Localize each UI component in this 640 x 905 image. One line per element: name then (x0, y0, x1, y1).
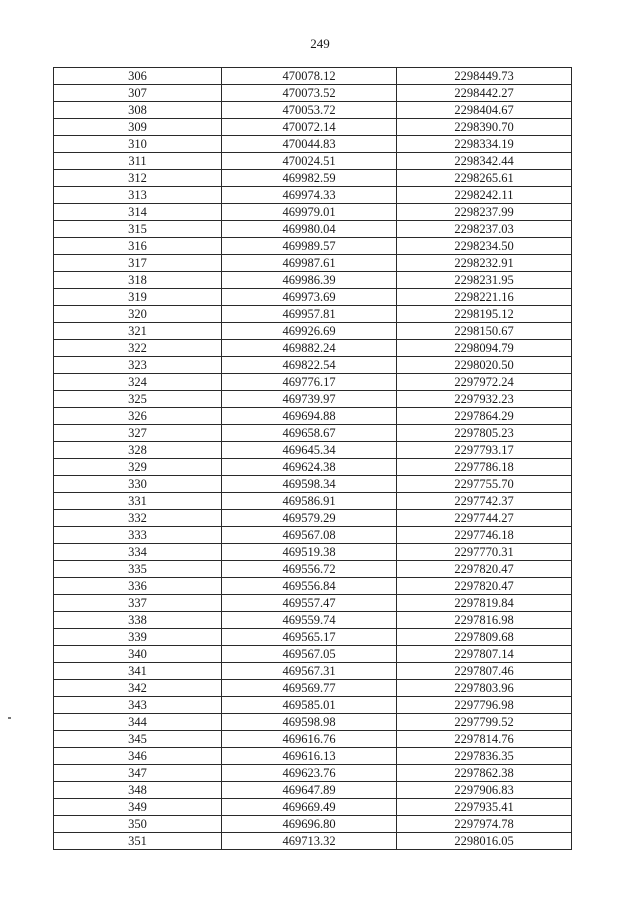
margin-mark (8, 717, 11, 719)
x-coordinate-cell: 470024.51 (222, 153, 397, 170)
x-coordinate-cell: 469669.49 (222, 799, 397, 816)
x-coordinate-cell: 469882.24 (222, 340, 397, 357)
y-coordinate-cell: 2298342.44 (397, 153, 572, 170)
point-number-cell: 349 (54, 799, 222, 816)
point-number-cell: 344 (54, 714, 222, 731)
point-number-cell: 340 (54, 646, 222, 663)
table-row (54, 527, 572, 544)
x-coordinate-cell: 469979.01 (222, 204, 397, 221)
point-number-cell: 334 (54, 544, 222, 561)
y-coordinate-cell: 2297819.84 (397, 595, 572, 612)
x-coordinate-cell: 469739.97 (222, 391, 397, 408)
point-number-cell: 313 (54, 187, 222, 204)
y-coordinate-cell: 2298449.73 (397, 68, 572, 85)
table-row (54, 595, 572, 612)
y-coordinate-cell: 2297807.14 (397, 646, 572, 663)
x-coordinate-cell: 469557.47 (222, 595, 397, 612)
point-number-cell: 312 (54, 170, 222, 187)
table-row (54, 187, 572, 204)
point-number-cell: 321 (54, 323, 222, 340)
table-row (54, 646, 572, 663)
x-coordinate-cell: 469598.98 (222, 714, 397, 731)
point-number-cell: 333 (54, 527, 222, 544)
y-coordinate-cell: 2298404.67 (397, 102, 572, 119)
x-coordinate-cell: 469556.72 (222, 561, 397, 578)
x-coordinate-cell: 469645.34 (222, 442, 397, 459)
table-row (54, 85, 572, 102)
table-row (54, 374, 572, 391)
x-coordinate-cell: 469559.74 (222, 612, 397, 629)
point-number-cell: 307 (54, 85, 222, 102)
y-coordinate-cell: 2298390.70 (397, 119, 572, 136)
table-row (54, 544, 572, 561)
point-number-cell: 335 (54, 561, 222, 578)
table-row (54, 629, 572, 646)
y-coordinate-cell: 2297796.98 (397, 697, 572, 714)
y-coordinate-cell: 2297935.41 (397, 799, 572, 816)
x-coordinate-cell: 469556.84 (222, 578, 397, 595)
x-coordinate-cell: 469696.80 (222, 816, 397, 833)
y-coordinate-cell: 2297864.29 (397, 408, 572, 425)
x-coordinate-cell: 469616.13 (222, 748, 397, 765)
x-coordinate-cell: 469713.32 (222, 833, 397, 850)
x-coordinate-cell: 469567.31 (222, 663, 397, 680)
x-coordinate-cell: 469585.01 (222, 697, 397, 714)
table-row (54, 731, 572, 748)
point-number-cell: 314 (54, 204, 222, 221)
table-row (54, 493, 572, 510)
x-coordinate-cell: 469987.61 (222, 255, 397, 272)
y-coordinate-cell: 2298237.99 (397, 204, 572, 221)
table-row (54, 255, 572, 272)
x-coordinate-cell: 469982.59 (222, 170, 397, 187)
x-coordinate-cell: 469974.33 (222, 187, 397, 204)
table-row (54, 680, 572, 697)
x-coordinate-cell: 469567.05 (222, 646, 397, 663)
y-coordinate-cell: 2298242.11 (397, 187, 572, 204)
y-coordinate-cell: 2298231.95 (397, 272, 572, 289)
point-number-cell: 315 (54, 221, 222, 238)
x-coordinate-cell: 469694.88 (222, 408, 397, 425)
y-coordinate-cell: 2297799.52 (397, 714, 572, 731)
x-coordinate-cell: 469986.39 (222, 272, 397, 289)
table-row (54, 272, 572, 289)
point-number-cell: 310 (54, 136, 222, 153)
y-coordinate-cell: 2298020.50 (397, 357, 572, 374)
point-number-cell: 316 (54, 238, 222, 255)
point-number-cell: 347 (54, 765, 222, 782)
y-coordinate-cell: 2298195.12 (397, 306, 572, 323)
y-coordinate-cell: 2297755.70 (397, 476, 572, 493)
point-number-cell: 346 (54, 748, 222, 765)
x-coordinate-cell: 470078.12 (222, 68, 397, 85)
y-coordinate-cell: 2298221.16 (397, 289, 572, 306)
x-coordinate-cell: 469980.04 (222, 221, 397, 238)
table-row (54, 408, 572, 425)
x-coordinate-cell: 469519.38 (222, 544, 397, 561)
y-coordinate-cell: 2298265.61 (397, 170, 572, 187)
table-row (54, 816, 572, 833)
point-number-cell: 309 (54, 119, 222, 136)
y-coordinate-cell: 2297744.27 (397, 510, 572, 527)
x-coordinate-cell: 469624.38 (222, 459, 397, 476)
y-coordinate-cell: 2298232.91 (397, 255, 572, 272)
y-coordinate-cell: 2298016.05 (397, 833, 572, 850)
y-coordinate-cell: 2298237.03 (397, 221, 572, 238)
table-row (54, 561, 572, 578)
point-number-cell: 338 (54, 612, 222, 629)
table-row (54, 119, 572, 136)
table-row (54, 510, 572, 527)
y-coordinate-cell: 2297793.17 (397, 442, 572, 459)
x-coordinate-cell: 470044.83 (222, 136, 397, 153)
y-coordinate-cell: 2297770.31 (397, 544, 572, 561)
table-row (54, 578, 572, 595)
table-row (54, 323, 572, 340)
point-number-cell: 325 (54, 391, 222, 408)
y-coordinate-cell: 2297932.23 (397, 391, 572, 408)
point-number-cell: 306 (54, 68, 222, 85)
table-row (54, 663, 572, 680)
x-coordinate-cell: 469569.77 (222, 680, 397, 697)
table-row (54, 153, 572, 170)
table-row (54, 136, 572, 153)
point-number-cell: 345 (54, 731, 222, 748)
table-row (54, 425, 572, 442)
point-number-cell: 339 (54, 629, 222, 646)
point-number-cell: 322 (54, 340, 222, 357)
y-coordinate-cell: 2297746.18 (397, 527, 572, 544)
coordinates-table (53, 67, 572, 850)
point-number-cell: 324 (54, 374, 222, 391)
table-row (54, 221, 572, 238)
y-coordinate-cell: 2298094.79 (397, 340, 572, 357)
page-number: 249 (310, 36, 330, 51)
y-coordinate-cell: 2297814.76 (397, 731, 572, 748)
y-coordinate-cell: 2297805.23 (397, 425, 572, 442)
point-number-cell: 323 (54, 357, 222, 374)
y-coordinate-cell: 2297862.38 (397, 765, 572, 782)
x-coordinate-cell: 469586.91 (222, 493, 397, 510)
y-coordinate-cell: 2297820.47 (397, 561, 572, 578)
y-coordinate-cell: 2297809.68 (397, 629, 572, 646)
table-row (54, 238, 572, 255)
table-row (54, 340, 572, 357)
point-number-cell: 348 (54, 782, 222, 799)
y-coordinate-cell: 2298150.67 (397, 323, 572, 340)
table-row (54, 833, 572, 850)
point-number-cell: 331 (54, 493, 222, 510)
table-row (54, 306, 572, 323)
x-coordinate-cell: 469989.57 (222, 238, 397, 255)
y-coordinate-cell: 2297836.35 (397, 748, 572, 765)
point-number-cell: 336 (54, 578, 222, 595)
y-coordinate-cell: 2297803.96 (397, 680, 572, 697)
y-coordinate-cell: 2298334.19 (397, 136, 572, 153)
point-number-cell: 326 (54, 408, 222, 425)
y-coordinate-cell: 2297820.47 (397, 578, 572, 595)
point-number-cell: 317 (54, 255, 222, 272)
y-coordinate-cell: 2297786.18 (397, 459, 572, 476)
point-number-cell: 342 (54, 680, 222, 697)
y-coordinate-cell: 2297742.37 (397, 493, 572, 510)
y-coordinate-cell: 2297807.46 (397, 663, 572, 680)
table-row (54, 170, 572, 187)
point-number-cell: 319 (54, 289, 222, 306)
x-coordinate-cell: 470053.72 (222, 102, 397, 119)
table-row (54, 697, 572, 714)
x-coordinate-cell: 469565.17 (222, 629, 397, 646)
x-coordinate-cell: 469623.76 (222, 765, 397, 782)
point-number-cell: 343 (54, 697, 222, 714)
point-number-cell: 329 (54, 459, 222, 476)
point-number-cell: 330 (54, 476, 222, 493)
table-row (54, 102, 572, 119)
table-row (54, 459, 572, 476)
y-coordinate-cell: 2297972.24 (397, 374, 572, 391)
point-number-cell: 351 (54, 833, 222, 850)
table-row (54, 765, 572, 782)
y-coordinate-cell: 2297974.78 (397, 816, 572, 833)
coordinates-table-body (54, 68, 572, 850)
table-row (54, 68, 572, 85)
table-row (54, 799, 572, 816)
y-coordinate-cell: 2297816.98 (397, 612, 572, 629)
x-coordinate-cell: 469598.34 (222, 476, 397, 493)
point-number-cell: 308 (54, 102, 222, 119)
x-coordinate-cell: 469973.69 (222, 289, 397, 306)
point-number-cell: 337 (54, 595, 222, 612)
x-coordinate-cell: 469926.69 (222, 323, 397, 340)
point-number-cell: 318 (54, 272, 222, 289)
point-number-cell: 332 (54, 510, 222, 527)
x-coordinate-cell: 470073.52 (222, 85, 397, 102)
y-coordinate-cell: 2297906.83 (397, 782, 572, 799)
table-row (54, 612, 572, 629)
x-coordinate-cell: 469647.89 (222, 782, 397, 799)
x-coordinate-cell: 469822.54 (222, 357, 397, 374)
x-coordinate-cell: 469616.76 (222, 731, 397, 748)
table-row (54, 476, 572, 493)
x-coordinate-cell: 469579.29 (222, 510, 397, 527)
x-coordinate-cell: 469776.17 (222, 374, 397, 391)
point-number-cell: 320 (54, 306, 222, 323)
x-coordinate-cell: 470072.14 (222, 119, 397, 136)
table-row (54, 748, 572, 765)
table-row (54, 714, 572, 731)
x-coordinate-cell: 469957.81 (222, 306, 397, 323)
point-number-cell: 327 (54, 425, 222, 442)
point-number-cell: 311 (54, 153, 222, 170)
table-row (54, 204, 572, 221)
table-row (54, 289, 572, 306)
point-number-cell: 328 (54, 442, 222, 459)
x-coordinate-cell: 469567.08 (222, 527, 397, 544)
table-row (54, 357, 572, 374)
table-row (54, 782, 572, 799)
x-coordinate-cell: 469658.67 (222, 425, 397, 442)
table-row (54, 391, 572, 408)
table-row (54, 442, 572, 459)
y-coordinate-cell: 2298234.50 (397, 238, 572, 255)
point-number-cell: 341 (54, 663, 222, 680)
point-number-cell: 350 (54, 816, 222, 833)
y-coordinate-cell: 2298442.27 (397, 85, 572, 102)
